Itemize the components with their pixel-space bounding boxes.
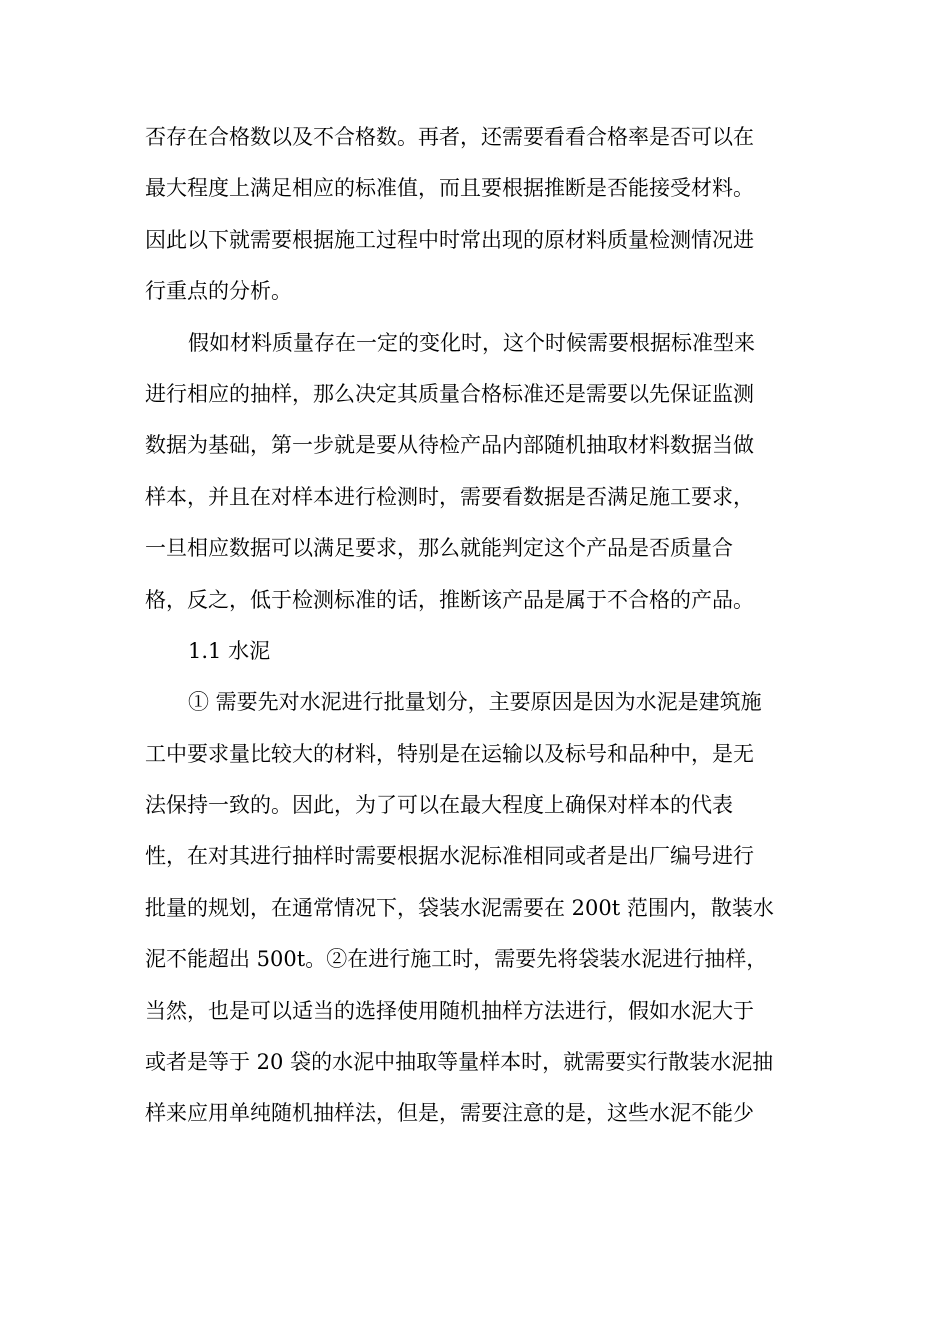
text-line: 数据为基础，第一步就是要从待检产品内部随机抽取材料数据当做 (145, 433, 754, 458)
text-line: 进行相应的抽样，那么决定其质量合格标准还是需要以先保证监测 (145, 381, 754, 406)
paragraph-start-line: ① 需要先对水泥进行批量划分，主要原因是因为水泥是建筑施 (188, 690, 762, 715)
text-line: 样来应用单纯随机抽样法，但是，需要注意的是，这些水泥不能少 (145, 1101, 754, 1126)
text-line: 最大程度上满足相应的标准值，而且要根据推断是否能接受材料。 (145, 176, 754, 201)
text-line: 格，反之，低于检测标准的话，推断该产品是属于不合格的产品。 (145, 587, 754, 612)
text-line: 当然，也是可以适当的选择使用随机抽样方法进行，假如水泥大于 (145, 998, 754, 1023)
text-line: 一旦相应数据可以满足要求，那么就能判定这个产品是否质量合 (145, 536, 733, 561)
text-line: 工中要求量比较大的材料，特别是在运输以及标号和品种中，是无 (145, 741, 754, 766)
text-line: 性，在对其进行抽样时需要根据水泥标准相同或者是出厂编号进行 (145, 844, 754, 869)
section-heading: 1.1 水泥 (188, 638, 271, 663)
text-line: 批量的规划，在通常情况下，袋装水泥需要在 200t 范围内，散装水 (145, 895, 774, 920)
text-line: 样本，并且在对样本进行检测时，需要看数据是否满足施工要求， (145, 484, 754, 509)
text-line: 因此以下就需要根据施工过程中时常出现的原材料质量检测情况进 (145, 227, 754, 252)
text-line: 行重点的分析。 (145, 279, 292, 304)
text-line: 或者是等于 20 袋的水泥中抽取等量样本时，就需要实行散装水泥抽 (145, 1050, 774, 1075)
body-text (145, 112, 810, 1140)
text-line: 泥不能超出 500t。②在进行施工时，需要先将袋装水泥进行抽样， (145, 947, 768, 972)
paragraph-start-line: 假如材料质量存在一定的变化时，这个时候需要根据标准型来 (188, 330, 755, 355)
text-line: 法保持一致的。因此，为了可以在最大程度上确保对样本的代表 (145, 793, 733, 818)
text-line: 否存在合格数以及不合格数。再者，还需要看看合格率是否可以在 (145, 125, 754, 149)
